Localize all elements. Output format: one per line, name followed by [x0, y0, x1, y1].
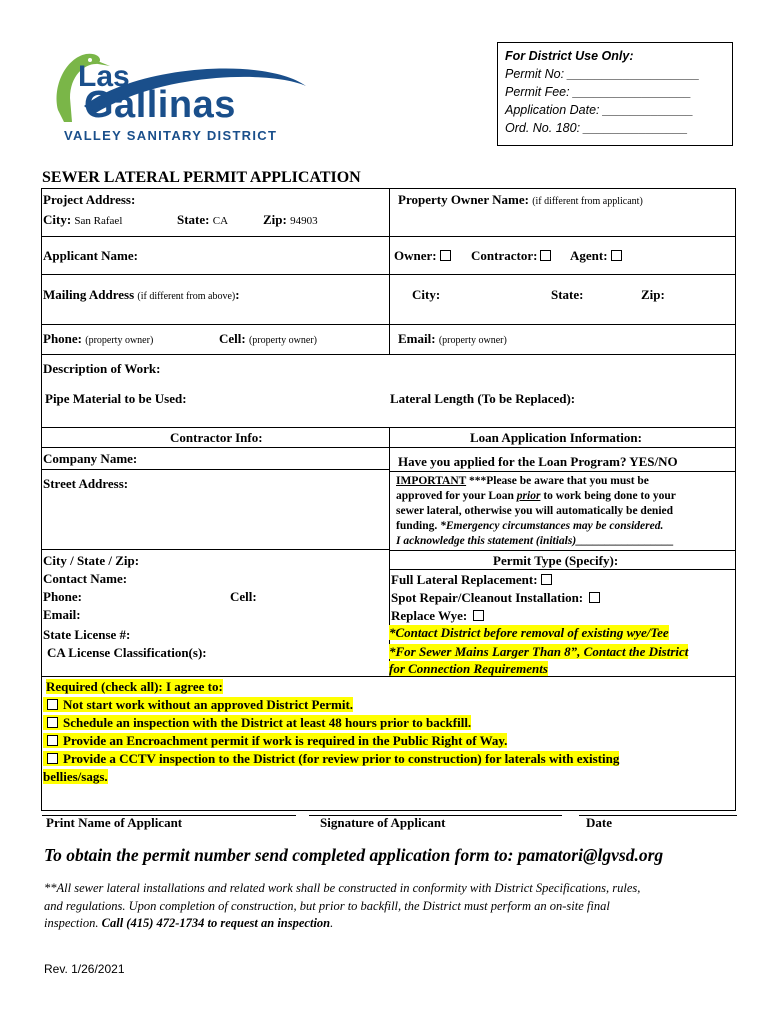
contractor-checkbox[interactable] — [540, 250, 551, 261]
replace-wye-checkbox[interactable] — [473, 610, 484, 621]
required-checkbox-4[interactable] — [47, 753, 58, 764]
required-checkbox-3[interactable] — [47, 735, 58, 746]
phone-label: Phone: (property owner) — [43, 331, 154, 346]
sewer-mains-notice: *For Sewer Mains Larger Than 8”, Contact the District for Connection Requirements — [389, 644, 689, 676]
print-name-label: Print Name of Applicant — [46, 815, 183, 830]
required-heading: Required (check all): I agree to: — [46, 679, 223, 694]
project-zip-value: 94903 — [290, 215, 318, 227]
property-owner-name-label: Property Owner Name: (if different from applicant) — [398, 192, 643, 207]
permit-fee-field: Permit Fee: _________________ — [505, 85, 692, 99]
full-lateral-row[interactable]: Full Lateral Replacement: — [391, 572, 552, 588]
installation-note: **All sewer lateral installations and related work shall be constructed in conformity with District Specifications, rules, and regulations. Upon completion of construction, but prior to backfill, the District must perform an on-site final inspection. Call (415) 472-1734 to request an inspection. — [44, 881, 641, 930]
mailing-zip-label: Zip: — [641, 287, 665, 302]
lateral-length-label: Lateral Length (To be Replaced): — [390, 391, 576, 406]
required-item-2[interactable]: Schedule an inspection with the District at least 48 hours prior to backfill. — [43, 714, 733, 732]
required-checkbox-2[interactable] — [47, 717, 58, 728]
district-logo — [44, 46, 314, 146]
contractor-phone-label: Phone: — [43, 589, 82, 604]
agent-checkbox[interactable] — [611, 250, 622, 261]
required-item-4[interactable]: Provide a CCTV inspection to the District (for review prior to construction) for laterals with existing — [43, 750, 733, 768]
required-item-1[interactable]: Not start work without an approved District Permit. — [43, 696, 733, 714]
replace-wye-row[interactable]: Replace Wye: — [391, 608, 484, 624]
mailing-address-label: Mailing Address (if different from above): — [43, 287, 240, 302]
logo-gallinas: Gallinas — [84, 84, 236, 126]
wye-notice: *Contact District before removal of existing wye/Tee — [389, 625, 669, 640]
required-checkbox-1[interactable] — [47, 699, 58, 710]
license-classification-label: CA License Classification(s): — [47, 645, 207, 660]
street-address-label: Street Address: — [43, 476, 129, 491]
district-use-box — [497, 42, 733, 146]
form-title: SEWER LATERAL PERMIT APPLICATION — [42, 169, 361, 186]
acknowledge-initials-field[interactable]: I acknowledge this statement (initials)_________________ — [396, 535, 674, 547]
permit-type-heading: Permit Type (Specify): — [493, 553, 619, 568]
description-of-work-label: Description of Work: — [43, 361, 161, 376]
logo-district-name: VALLEY SANITARY DISTRICT — [64, 128, 278, 143]
project-address-label: Project Address: — [43, 192, 136, 207]
owner-checkbox-row[interactable]: Owner: — [394, 248, 451, 264]
project-city-value: San Rafael — [74, 215, 123, 227]
email-label: Email: (property owner) — [398, 331, 507, 346]
loan-info-heading: Loan Application Information: — [470, 430, 642, 445]
contractor-email-label: Email: — [43, 607, 81, 622]
loan-important-notice: IMPORTANT ***Please be aware that you must be approved for your Loan prior to work being done to your sewer lateral, otherwise you will automatically be denied funding. *Emergency circumstances may be considered. I acknowledge this statement (initials)_________________ — [396, 474, 731, 549]
owner-name-note: (if different from applicant) — [532, 196, 643, 207]
permit-no-field: Permit No: ___________________ — [505, 67, 700, 81]
company-name-label: Company Name: — [43, 451, 138, 466]
agent-checkbox-row[interactable]: Agent: — [570, 248, 622, 264]
required-item-3[interactable]: Provide an Encroachment permit if work is required in the Public Right of Way. — [43, 732, 733, 750]
project-state-label: State: CA — [177, 212, 229, 227]
loan-question: Have you applied for the Loan Program? YES/NO — [398, 454, 678, 469]
signature-label: Signature of Applicant — [320, 815, 446, 830]
application-date-field: Application Date: _____________ — [505, 103, 694, 117]
full-lateral-checkbox[interactable] — [541, 574, 552, 585]
project-zip-label: Zip: 94903 — [263, 212, 318, 227]
spot-repair-row[interactable]: Spot Repair/Cleanout Installation: — [391, 590, 600, 606]
contractor-checkbox-row[interactable]: Contractor: — [471, 248, 551, 264]
mailing-city-label: City: — [412, 287, 441, 302]
mailing-state-label: State: — [551, 287, 584, 302]
district-use-heading: For District Use Only: — [505, 49, 634, 63]
required-section: Required (check all): I agree to: Not start work without an approved District Permit. Schedule an inspection with the District at least 48 hours prior to backfill. Provide an Encroachment permit if work is required in the Public Right of Way. Provide a CCTV inspection to the District (for review prior to construction) for laterals with existing bellies/sags. — [43, 678, 733, 786]
state-license-label: State License #: — [43, 627, 131, 642]
contractor-cell-label: Cell: — [230, 589, 257, 604]
owner-checkbox[interactable] — [440, 250, 451, 261]
project-city-label: City: San Rafael — [43, 212, 123, 227]
ord-no-field: Ord. No. 180: _______________ — [505, 121, 688, 135]
spot-repair-checkbox[interactable] — [589, 592, 600, 603]
contractor-info-heading: Contractor Info: — [170, 430, 263, 445]
logo-las: Las — [78, 60, 130, 93]
city-state-zip-label: City / State / Zip: — [43, 553, 140, 568]
project-state-value: CA — [212, 215, 229, 227]
cell-label: Cell: (property owner) — [219, 331, 317, 346]
contact-name-label: Contact Name: — [43, 571, 128, 586]
applicant-name-label: Applicant Name: — [43, 248, 138, 263]
pipe-material-label: Pipe Material to be Used: — [45, 391, 187, 406]
date-label: Date — [586, 815, 612, 830]
submission-instructions: To obtain the permit number send completed application form to: pamatori@lgvsd.org — [44, 845, 664, 865]
revision-date: Rev. 1/26/2021 — [44, 962, 125, 976]
